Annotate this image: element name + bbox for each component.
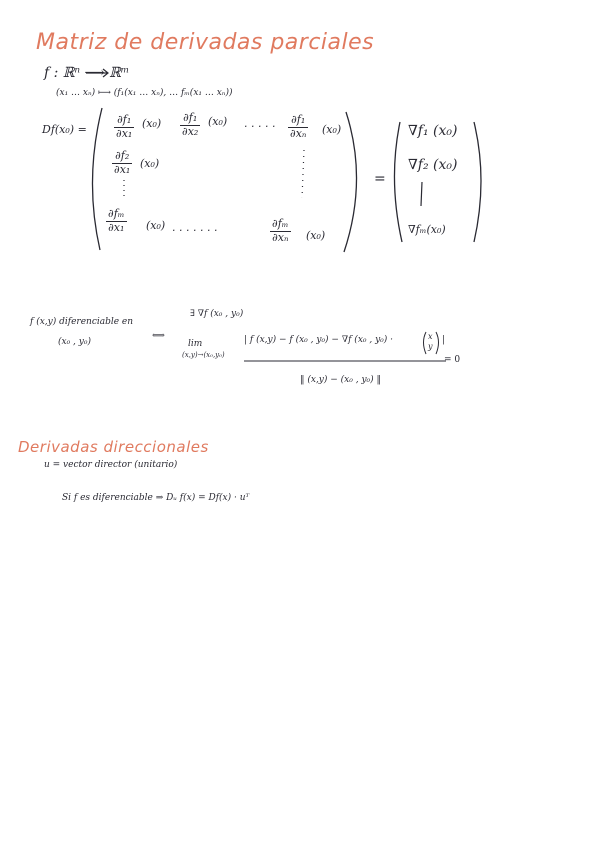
gradient-row-m: ∇fₘ(x₀)	[408, 223, 446, 236]
limit-subscript: (x,y)→(x₀,y₀)	[182, 351, 225, 359]
matrix-entry-2-1-arg: (x₀)	[140, 157, 160, 170]
limit-denominator: ‖ (x,y) − (x₀ , y₀) ‖	[300, 375, 382, 385]
section-heading-directional: Derivadas direccionales	[18, 438, 209, 456]
limit-numerator: | f (x,y) − f (x₀ , y₀) − ∇f (x₀ , y₀) ·	[244, 335, 394, 345]
matrix-entry-1-n: $\frac{\text{∂f₁}}{\text{∂xₙ}}$	[290, 113, 307, 140]
matrix-entry-m-1: $\frac{\text{∂fₘ}}{\text{∂x₁}}$	[108, 207, 125, 234]
directional-derivative-formula: Si f es diferenciable ⇒ Dᵤ f(x) = Df(x) · uᵀ	[62, 493, 250, 503]
iff-symbol: ⟺	[152, 331, 165, 341]
vector-y: y	[428, 342, 433, 351]
matrix-entry-2-1: $\frac{\text{∂f₂}}{\text{∂x₁}}$	[114, 149, 131, 176]
numerator-close-bar: |	[442, 335, 446, 345]
matrix-row1-dots: . . . . .	[244, 117, 276, 130]
matrix-entry-1-1: $\frac{\text{∂f₁}}{\text{∂x₁}}$	[116, 113, 133, 140]
jacobian-lhs: Df(x₀) =	[42, 123, 87, 136]
vector-left-paren	[424, 332, 427, 354]
page-title: Matriz de derivadas parciales	[36, 30, 375, 55]
gradient-vdots	[421, 182, 422, 206]
limit-label: lim	[188, 339, 203, 349]
matrix-rowm-dots: . . . . . . .	[172, 221, 218, 234]
matrix-entry-1-2-arg: (x₀)	[208, 115, 228, 128]
gradient-left-bracket	[394, 122, 402, 242]
u-definition: u = vector director (unitario)	[44, 460, 178, 470]
gradient-right-bracket	[474, 122, 481, 242]
matrix-right-bracket	[344, 112, 357, 252]
gradient-exists: ∃ ∇f (x₀ , y₀)	[190, 309, 244, 319]
vector-x: x	[428, 332, 433, 341]
matrix-equals: =	[374, 171, 386, 187]
matrix-entry-1-n-arg: (x₀)	[322, 123, 342, 136]
limit-result: = 0	[444, 355, 461, 365]
diff-statement: f (x,y) diferenciable en	[30, 317, 134, 327]
diff-point: (x₀ , y₀)	[58, 337, 91, 347]
matrix-left-bracket	[92, 108, 102, 250]
matrix-entry-m-1-arg: (x₀)	[146, 219, 166, 232]
matrix-entry-1-2: $\frac{\text{∂f₁}}{\text{∂x₂}}$	[182, 111, 199, 138]
matrix-entry-m-n-arg: (x₀)	[306, 229, 326, 242]
matrix-entry-m-n: $\frac{\text{∂fₘ}}{\text{∂xₙ}}$	[272, 217, 289, 244]
matrix-entry-1-1-arg: (x₀)	[142, 117, 162, 130]
gradient-row-2: ∇f₂ (x₀)	[408, 157, 458, 173]
gradient-row-1: ∇f₁ (x₀)	[408, 123, 458, 139]
function-signature: f : ℝⁿ ⟶ ℝᵐ	[44, 65, 130, 81]
matrix-coln-vdots	[302, 150, 304, 198]
vector-right-paren	[436, 332, 439, 354]
function-rule: (x₁ … xₙ) ⟼ (f₁(x₁ … xₙ), … fₘ(x₁ … xₙ))	[56, 88, 233, 98]
